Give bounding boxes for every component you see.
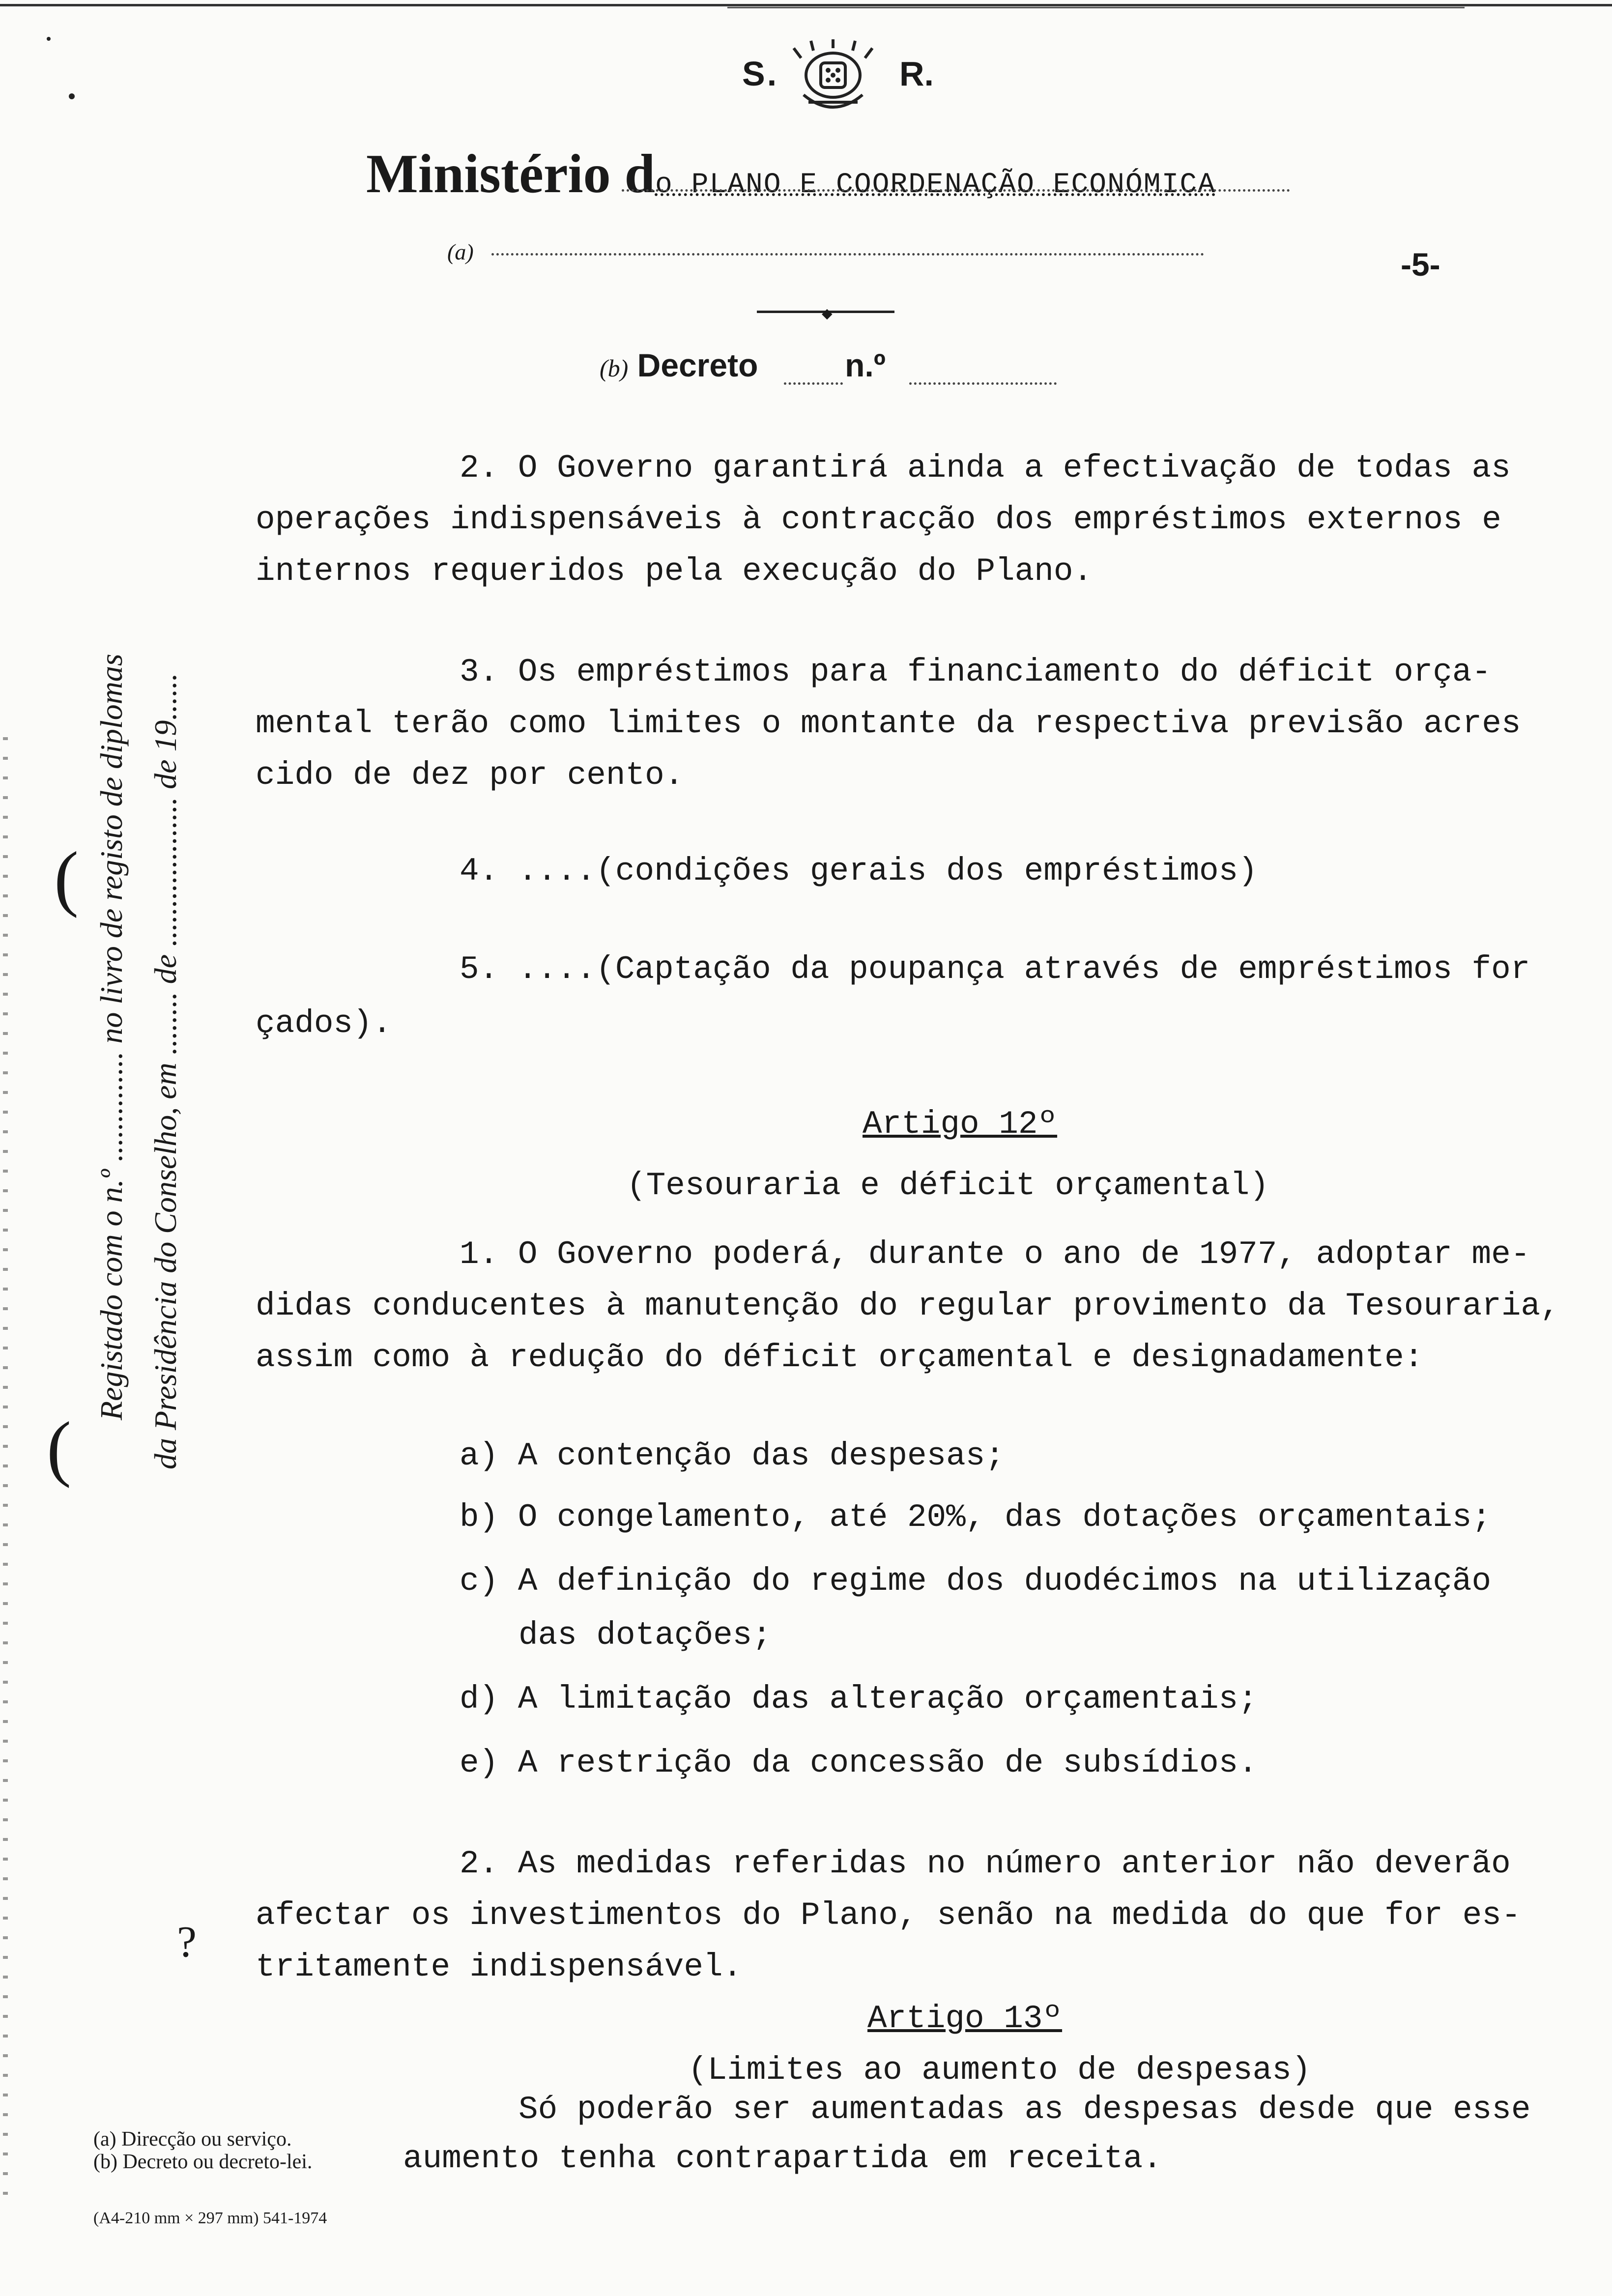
p3-line-1: 3. Os empréstimos para financiamento do déficit orça- [460,654,1492,690]
top-rule [0,4,1612,6]
decreto-line [600,346,886,384]
margin-presidency-line: da Presidência do Conselho, em ........ de ................... de 19...... [148,673,183,1469]
a13-line-1: Só poderão ser aumentadas as despesas desde que esse [518,2091,1531,2128]
print-reference: (A4-210 mm × 297 mm) 541-1974 [93,2209,327,2227]
a12-p2-line-2: afectar os investimentos do Plano, senão na medida do que for es- [256,1897,1521,1934]
handwritten-question-mark: ? [177,1918,197,1966]
p5-line-2: çados). [256,1005,392,1042]
p2-line-1: 2. O Governo garantirá ainda a efectivação de todas as [460,450,1511,487]
footnote-b: (b) Decreto ou decreto-lei. [93,2151,313,2173]
speck [69,93,75,99]
p4-line: 4. ....(condições gerais dos empréstimos) [460,853,1258,890]
margin-bracket-mark-2: ( [47,1407,71,1489]
top-rule-secondary [727,7,1465,8]
service-dotted-line [491,253,1204,256]
a12-p2-line-3: tritamente indispensável. [256,1949,743,1985]
article-13-subtitle: (Limites ao aumento de despesas) [688,2052,1311,2089]
a12-item-a: a) A contenção das despesas; [460,1437,1005,1474]
a12-item-d: d) A limitação das alteração orçamentais; [460,1681,1258,1718]
decreto-dots-1 [784,382,843,385]
a12-item-b: b) O congelamento, até 20%, das dotações orçamentais; [460,1499,1492,1536]
divider-ornament: ◆ [822,304,833,324]
decreto-b-label: (b) [600,354,629,382]
margin-registration-line: Registado com o n.º .............. no livro de registo de diplomas [94,654,129,1420]
margin-bracket-mark: ( [54,837,79,918]
a12-item-e: e) A restrição da concessão de subsídios. [460,1745,1258,1781]
ministry-heading [366,143,1216,206]
speck [47,37,51,41]
service-label: (a) [447,239,474,264]
article-13-title: Artigo 13º [867,2000,1063,2037]
ministry-dotted-line [622,189,1290,192]
a12-p1-line-3: assim como à redução do déficit orçamental e designadamente: [256,1339,1424,1376]
a12-item-c-line-2: das dotações; [518,1617,772,1654]
ministry-prefix: Ministério d [366,144,655,204]
sr-right: R. [899,55,934,93]
ministry-department: o PLANO E COORDENAÇÃO ECONÓMICA [655,169,1216,201]
coat-of-arms-icon [786,38,880,122]
a12-p2-line-1: 2. As medidas referidas no número anterior não deverão [460,1845,1511,1882]
article-12-subtitle: (Tesouraria e déficit orçamental) [627,1167,1269,1204]
a12-p1-line-1: 1. O Governo poderá, durante o ano de 1977, adoptar me- [460,1236,1530,1273]
page-number: -5- [1401,246,1440,283]
decreto-number-label: n.º [845,347,886,383]
a12-p1-line-2: didas conducentes à manutenção do regular provimento da Tesouraria, [256,1288,1560,1324]
decreto-label: Decreto [637,347,758,383]
sr-left: S. [742,55,779,93]
footnote-a: (a) Direcção ou serviço. [93,2128,292,2151]
decreto-dots-2 [909,382,1057,385]
binding-edge-marks [3,737,8,2211]
p2-line-2: operações indispensáveis à contracção dos empréstimos externos e [256,501,1501,538]
footnotes [93,2128,312,2173]
a13-line-2: aumento tenha contrapartida em receita. [403,2140,1162,2177]
p5-line-1: 5. ....(Captação da poupança através de empréstimos for [460,951,1530,988]
p2-line-3: internos requeridos pela execução do Plano. [256,553,1093,590]
p3-line-2: mental terão como limites o montante da respectiva previsão acres [256,705,1521,742]
a12-item-c-line-1: c) A definição do regime dos duodécimos na utilização [460,1563,1492,1600]
p3-line-3: cido de dez por cento. [256,757,684,794]
article-12-title: Artigo 12º [863,1106,1058,1143]
